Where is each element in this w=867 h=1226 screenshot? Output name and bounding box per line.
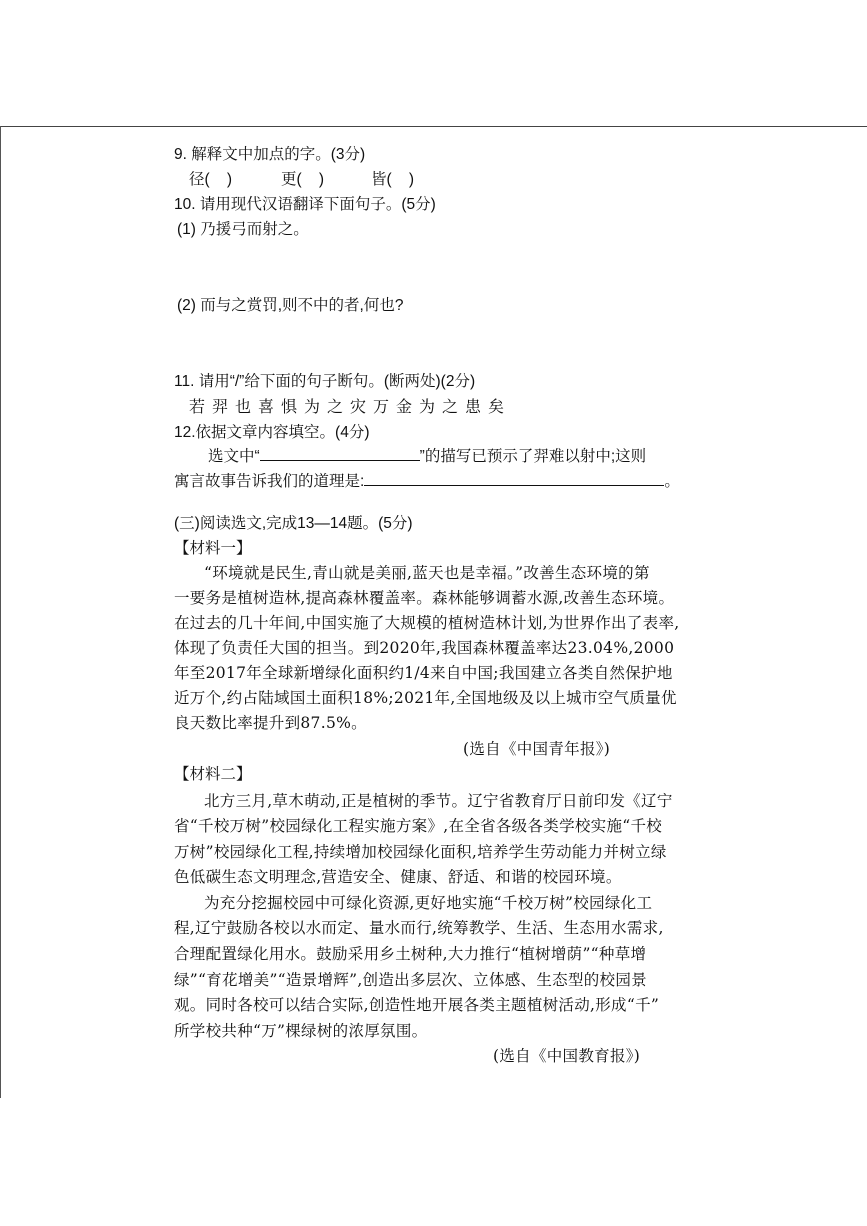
material-2-line-9: 观。同时各校可以结合实际,创造性地开展各类主题植树活动,形成“千”	[174, 996, 660, 1014]
left-border-line	[0, 126, 1, 1098]
section-3-title: (三)阅读选文,完成13—14题。(5分)	[174, 515, 413, 532]
material-2-line-1: 北方三月,草木萌动,正是植树的季节。辽宁省教育厅日前印发《辽宁	[204, 792, 673, 810]
q12-line-2-suffix: 。	[664, 473, 680, 490]
material-1-line-5: 年至2017年全球新增绿化面积约1/4来自中国;我国建立各类自然保护地	[174, 664, 673, 682]
q11-sentence: 若羿也喜惧为之灾万金为之患矣	[189, 399, 512, 416]
material-2-line-8: 绿”“育花增美”“造景增辉”,创造出多层次、立体感、生态型的校园景	[174, 971, 647, 989]
material-1-line-1: “环境就是民生,青山就是美丽,蓝天也是幸福。”改善生态环境的第	[204, 564, 650, 582]
material-2-line-5: 为充分挖掘校园中可绿化资源,更好地实施“千校万树”校园绿化工	[204, 894, 653, 912]
q10-sentence-1: (1) 乃援弓而射之。	[177, 221, 309, 238]
q9-item-1: 径( )	[189, 171, 233, 188]
q10-title: 10. 请用现代汉语翻译下面句子。(5分)	[174, 196, 436, 213]
q9-item-2: 更( )	[281, 171, 325, 188]
q12-blank-2[interactable]	[364, 470, 664, 486]
q12-line-1-suffix: ”的描写已预示了羿难以射中;这则	[419, 448, 647, 465]
material-2-source: (选自《中国教育报》)	[493, 1047, 641, 1065]
q9-title: 9. 解释文中加点的字。(3分)	[174, 146, 366, 163]
material-1-line-3: 在过去的几十年间,中国实施了大规模的植树造林计划,为世界作出了表率,	[174, 614, 680, 632]
material-2-line-3: 万树”校园绿化工程,持续增加校园绿化面积,培养学生劳动能力并树立绿	[174, 843, 667, 861]
top-border-line	[0, 126, 867, 127]
q10-sentence-2: (2) 而与之赏罚,则不中的者,何也?	[177, 297, 404, 314]
material-1-line-4: 体现了负责任大国的担当。到2020年,我国森林覆盖率达23.04%,2000	[174, 639, 675, 657]
material-2-line-2: 省“千校万树”校园绿化工程实施方案》,在全省各级各类学校实施“千校	[174, 817, 663, 835]
q12-line-1	[208, 445, 646, 467]
material-1-line-6: 近万个,约占陆域国土面积18%;2021年,全国地级及以上城市空气质量优	[174, 689, 677, 707]
q12-line-1-prefix: 选文中“	[208, 448, 260, 465]
material-1-heading: 【材料一】	[174, 540, 252, 557]
material-2-heading: 【材料二】	[174, 766, 252, 783]
material-2-line-6: 程,辽宁鼓励各校以水而定、量水而行,统筹教学、生活、生态用水需求,	[174, 919, 664, 937]
q12-title: 12.依据文章内容填空。(4分)	[174, 424, 370, 441]
q9-item-3: 皆( )	[371, 171, 415, 188]
material-1-source: (选自《中国青年报》)	[463, 740, 611, 758]
material-2-line-7: 合理配置绿化用水。鼓励采用乡土树种,大力推行“植树增荫”“种草增	[174, 945, 647, 963]
q12-line-2	[174, 470, 680, 492]
material-1-line-7: 良天数比率提升到87.5%。	[174, 714, 367, 732]
q11-title: 11. 请用“/”给下面的句子断句。(断两处)(2分)	[174, 373, 476, 390]
q12-line-2-prefix: 寓言故事告诉我们的道理是:	[174, 473, 365, 490]
q12-blank-1[interactable]	[260, 445, 420, 461]
material-1-line-2: 一要务是植树造林,提高森林覆盖率。森林能够调蓄水源,改善生态环境。	[174, 589, 675, 607]
material-2-line-10: 所学校共种“万”棵绿树的浓厚氛围。	[174, 1022, 428, 1040]
material-2-line-4: 色低碳生态文明理念,营造安全、健康、舒适、和谐的校园环境。	[174, 868, 622, 886]
